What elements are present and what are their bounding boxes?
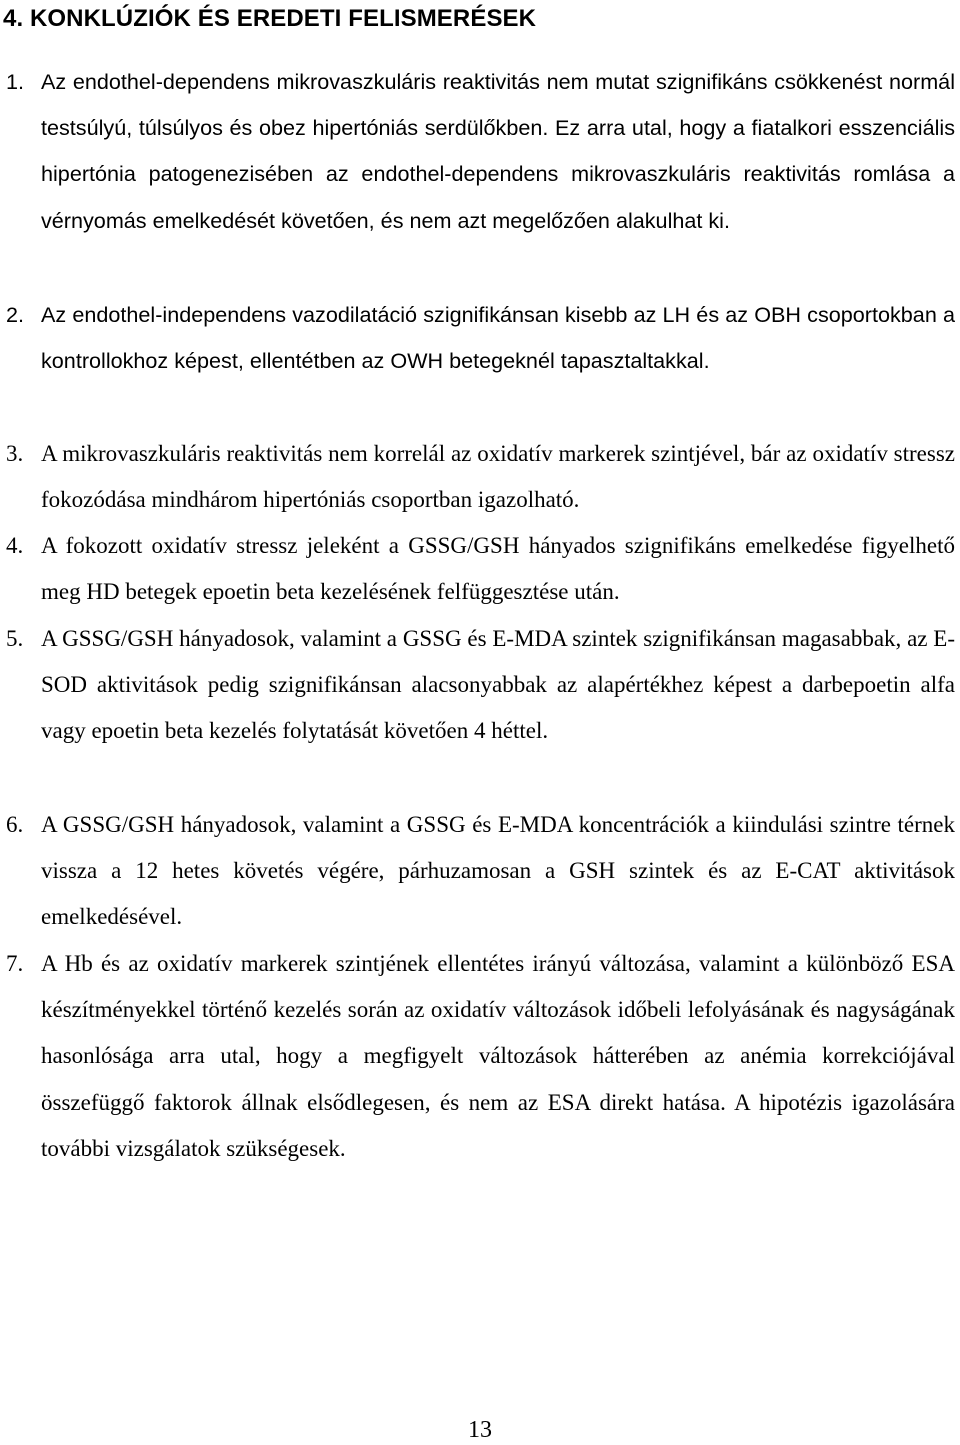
item-text: A GSSG/GSH hányadosok, valamint a GSSG és E-MDA szintek szignifikánsan magasabbak, az E-SOD aktivitások pedig szignifikánsan alacsonyabbak az alapértékhez képest a darbepoetin alfa vagy epoetin beta kezelés folytatását követően 4 héttel.: [41, 626, 955, 744]
item-text: Az endothel-independens vazodilatáció szignifikánsan kisebb az LH és az OBH csoportokban a kontrollokhoz képest, ellentétben az OWH betegeknél tapasztaltakkal.: [41, 302, 955, 374]
list-item-1: [6, 59, 955, 244]
item-text: A Hb és az oxidatív markerek szintjének ellentétes irányú változása, valamint a különböző ESA készítményekkel történő kezelés során az oxidatív változások időbeli lefolyásának és nagyságának hasonlósága arra utal, hogy a megfigyelt változások hátterében az anémia korrekciójával összefüggő faktorok állnak elsődlegesen, és nem az ESA direkt hatása. A hipotézis igazolására további vizsgálatok szükségesek.: [41, 951, 955, 1161]
list-item-6: [6, 802, 955, 941]
page-number: 13: [468, 1417, 492, 1443]
item-text: A fokozott oxidatív stressz jeleként a GSSG/GSH hányados szignifikáns emelkedése figyelhető meg HD betegek epoetin beta kezelésének felfüggesztése után.: [41, 533, 955, 605]
item-number: 1.: [6, 69, 25, 94]
list-item-7: [6, 941, 955, 1172]
item-number: 2.: [6, 302, 25, 327]
list-item-4: [6, 523, 955, 615]
item-number: 5.: [6, 626, 24, 651]
item-number: 6.: [6, 812, 24, 837]
list-item-5: [6, 616, 955, 755]
item-number: 3.: [6, 441, 24, 466]
list-item-3: [6, 431, 955, 523]
item-text: A GSSG/GSH hányadosok, valamint a GSSG és E-MDA koncentrációk a kiindulási szintre térnek vissza a 12 hetes követés végére, párhuzamosan a GSH szintek és az E-CAT aktivitások emelkedésével.: [41, 812, 955, 930]
section-heading: 4. KONKLÚZIÓK ÉS EREDETI FELISMERÉSEK: [3, 5, 537, 32]
item-text: Az endothel-dependens mikrovaszkuláris reaktivitás nem mutat szignifikáns csökkenést normál testsúlyú, túlsúlyos és obez hipertóniás serdülőkben. Ez arra utal, hogy a fiatalkori esszenciális hipertónia patogenezisében az endothel-dependens mikrovaszkuláris reaktivitás romlása a vérnyomás emelkedését követően, és nem azt megelőzően alakulhat ki.: [41, 69, 955, 233]
list-item-2: [6, 292, 955, 384]
item-number: 4.: [6, 533, 24, 558]
item-number: 7.: [6, 951, 24, 976]
item-text: A mikrovaszkuláris reaktivitás nem korrelál az oxidatív markerek szintjével, bár az oxidatív stressz fokozódása mindhárom hipertóniás csoportban igazolható.: [41, 441, 955, 513]
